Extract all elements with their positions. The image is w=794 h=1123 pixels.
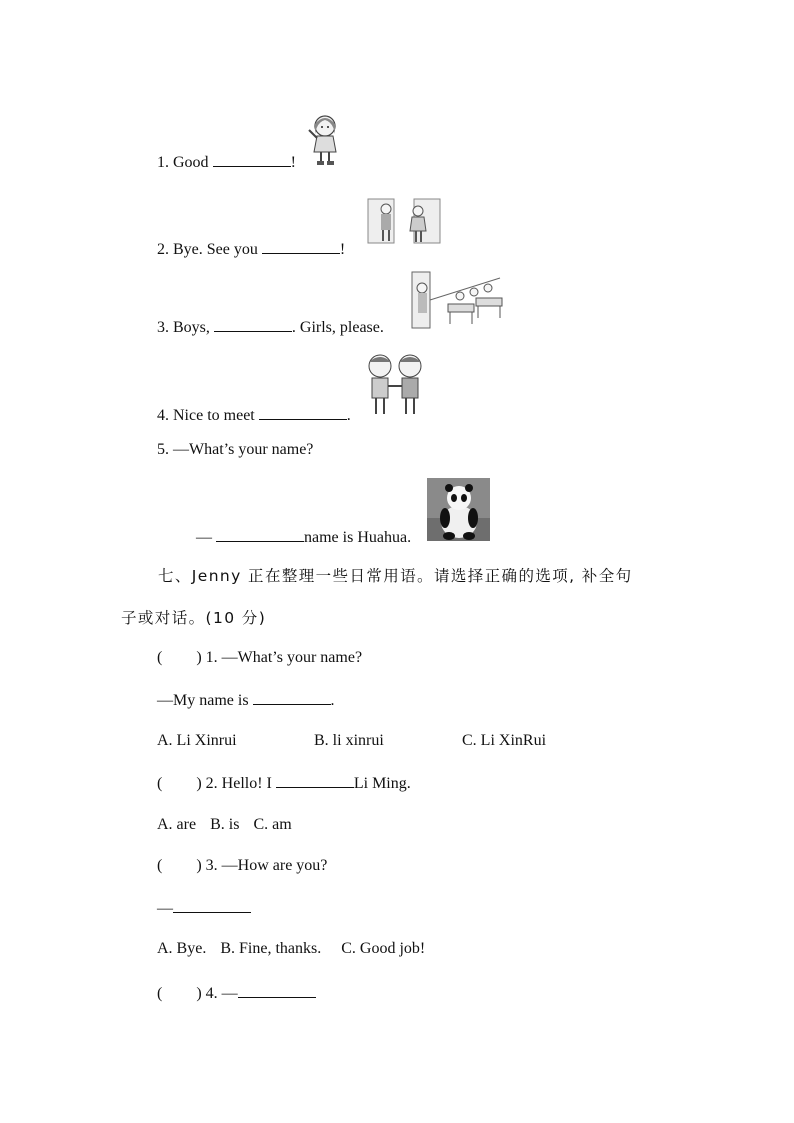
option-b: B. li xinrui [314,732,384,749]
answer-blank[interactable] [276,773,354,788]
answer-blank[interactable] [262,239,340,254]
question-3: ( ) 3. —How are you? [157,857,328,874]
option-b: B. Fine, thanks. [220,940,322,957]
question-2-options [157,815,292,835]
answer-blank[interactable] [173,898,251,913]
answer-blank[interactable] [238,983,316,998]
question-1-options [157,731,547,751]
question-4: ( ) 4. — [157,983,316,1004]
question-1-response: —My name is . [157,692,335,709]
option-c: C. Good job! [341,940,426,957]
question-2: ( ) 2. Hello! I Li Ming. [157,775,411,792]
question-3-options [157,939,425,959]
picture-item-1: 1. Good ! [157,154,296,171]
option-b: B. is [210,816,240,833]
picture-item-5-answer: — name is Huahua. [196,529,412,546]
question-3-response: — [157,898,251,919]
answer-blank[interactable] [253,690,331,705]
answer-blank[interactable] [259,405,347,420]
answer-blank[interactable] [216,527,304,542]
question-1: ( ) 1. —What’s your name? [157,649,363,666]
picture-item-4: 4. Nice to meet . [157,407,351,424]
picture-item-5-question: 5. —What’s your name? [157,441,314,458]
section-7-heading: 七、Jenny 正在整理一些日常用语。请选择正确的选项, 补全句 [158,567,633,585]
answer-blank[interactable] [214,317,292,332]
panda-photo [427,478,490,541]
option-a: A. are [157,816,197,833]
children-parting-picture [366,195,444,250]
option-c: C. am [253,816,292,833]
section-7-heading-cont: 子或对话。(10 分) [121,609,267,627]
boys-shaking-hands-picture [360,350,430,420]
option-c: C. Li XinRui [462,732,547,749]
girl-waving-picture [306,112,342,168]
picture-item-3: 3. Boys, . Girls, please. [157,319,384,336]
option-a: A. Li Xinrui [157,732,237,749]
option-a: A. Bye. [157,940,207,957]
answer-blank[interactable] [213,152,291,167]
picture-item-2: 2. Bye. See you ! [157,241,346,258]
classroom-picture [410,270,505,332]
